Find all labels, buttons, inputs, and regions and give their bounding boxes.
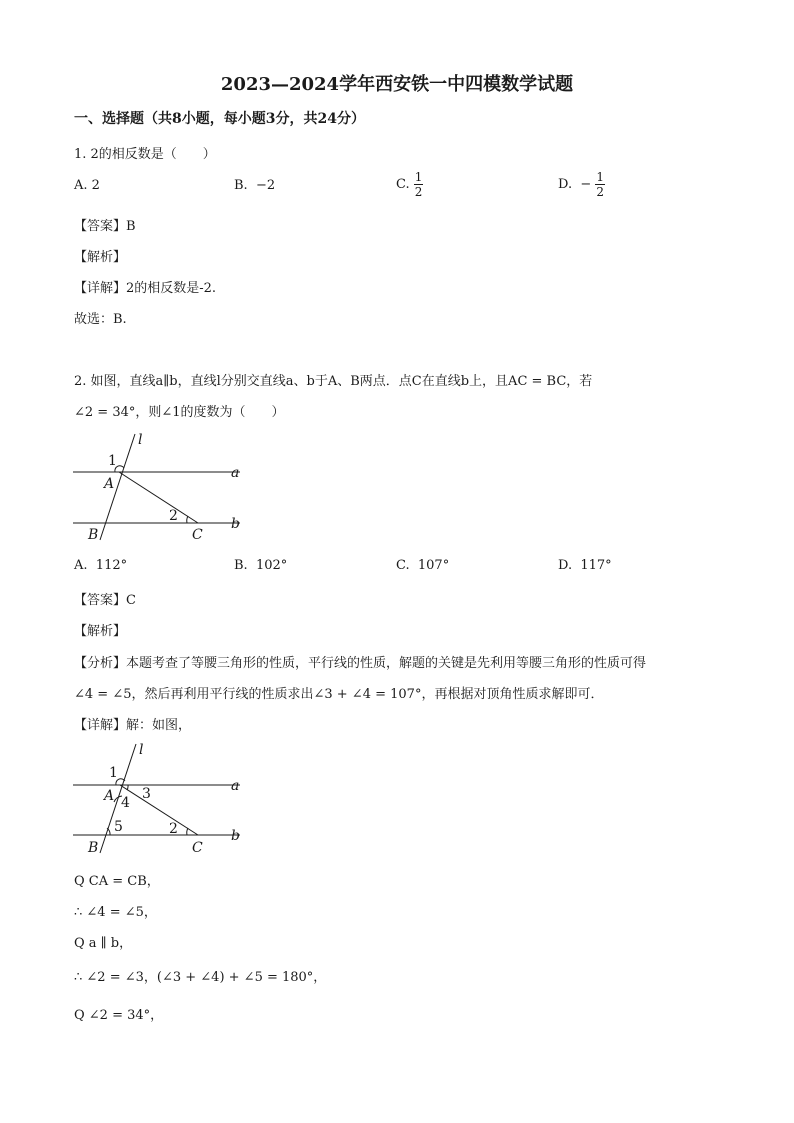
q2-solution-figure (70, 740, 260, 858)
option-label: D. (558, 177, 573, 192)
option-label: B. (234, 178, 248, 193)
q2-step-5: Q ∠2 = 34°， (74, 1008, 164, 1023)
fraction-numerator: 1 (596, 170, 605, 184)
q1-stem: 1. 2的相反数是（ ） (74, 147, 216, 162)
segment-ac (119, 472, 198, 523)
option-value: 117° (580, 558, 612, 573)
label-angle-1: 1 (108, 453, 117, 469)
angle-3-arc (127, 785, 128, 790)
label-l: l (138, 432, 143, 448)
label-C: C (192, 527, 203, 543)
fraction (595, 170, 605, 199)
option-value: 102° (255, 558, 288, 573)
label-B: B (88, 527, 99, 543)
q2-option-a (74, 558, 127, 573)
fraction-denominator: 2 (414, 185, 423, 199)
q2-figure (70, 430, 260, 545)
q1-detail: 【详解】2的相反数是-2. (74, 281, 217, 296)
option-value: 112° (95, 558, 128, 573)
q2-detail: 【详解】解：如图， (74, 718, 192, 733)
label-angle-5: 5 (114, 819, 123, 835)
label-C: C (192, 840, 203, 856)
q2-step-4: ∴ ∠2 = ∠3，(∠3 + ∠4) + ∠5 = 180°， (74, 970, 327, 985)
label-A: A (104, 476, 115, 492)
q1-option-b (234, 178, 275, 193)
fraction (414, 170, 424, 199)
label-angle-2: 2 (169, 508, 178, 524)
q2-option-d (558, 558, 612, 573)
label-angle-4: 4 (121, 795, 130, 811)
q2-option-b (234, 558, 287, 573)
q2-option-c (396, 558, 449, 573)
label-angle-1: 1 (109, 765, 118, 781)
option-label: A. (74, 558, 88, 573)
option-label: C. (396, 558, 410, 573)
q2-analysis: 【解析】 (74, 624, 127, 639)
option-label: D. (558, 558, 573, 573)
page-title: 2023—2024学年西安铁一中四模数学试题 (220, 74, 574, 95)
q2-fenxi-line2: ∠4 = ∠5，然后再利用平行线的性质求出∠3 + ∠4 = 107°，再根据对顶角性质求解即可． (74, 687, 604, 702)
q2-step-2: ∴ ∠4 = ∠5， (74, 905, 157, 920)
fraction-denominator: 2 (596, 185, 605, 199)
label-l: l (139, 742, 144, 758)
label-b: b (231, 516, 240, 532)
q1-analysis: 【解析】 (74, 250, 127, 265)
option-value: 2 (91, 178, 100, 193)
angle-2-arc (187, 516, 188, 523)
option-label: B. (234, 558, 248, 573)
label-angle-2: 2 (169, 821, 178, 837)
q2-step-3: Q a ∥ b， (74, 936, 133, 951)
label-angle-3: 3 (142, 786, 151, 802)
label-B: B (88, 840, 99, 856)
option-value: −2 (255, 178, 276, 193)
q2-fenxi-line1: 【分析】本题考查了等腰三角形的性质，平行线的性质，解题的关键是先利用等腰三角形的性质可得 (74, 656, 647, 671)
minus-sign: − (580, 177, 592, 192)
q2-answer: 【答案】C (74, 593, 136, 608)
option-label: C. (396, 177, 410, 192)
segment-ac (120, 785, 198, 835)
label-b: b (231, 828, 240, 844)
q1-option-d (558, 170, 605, 199)
q1-choose: 故选：B. (74, 312, 127, 327)
label-a: a (231, 465, 240, 481)
label-a: a (231, 778, 240, 794)
q2-stem-line2: ∠2 = 34°，则∠1的度数为（ ） (74, 405, 285, 420)
q2-stem-line1: 2. 如图，直线a∥b，直线l分别交直线a、b于A、B两点．点C在直线b上，且AC = BC，若 (74, 374, 593, 389)
option-label: A. (74, 178, 88, 193)
q1-option-c (396, 170, 423, 199)
fraction-numerator: 1 (414, 170, 423, 184)
angle-2-arc (187, 828, 188, 835)
q1-answer: 【答案】B (74, 219, 136, 234)
section-heading: 一、选择题（共8小题，每小题3分，共24分） (74, 111, 365, 127)
q2-step-1: Q CA = CB， (74, 874, 160, 889)
option-value: 107° (417, 558, 450, 573)
label-A: A (104, 788, 115, 804)
q1-option-a (74, 178, 100, 193)
